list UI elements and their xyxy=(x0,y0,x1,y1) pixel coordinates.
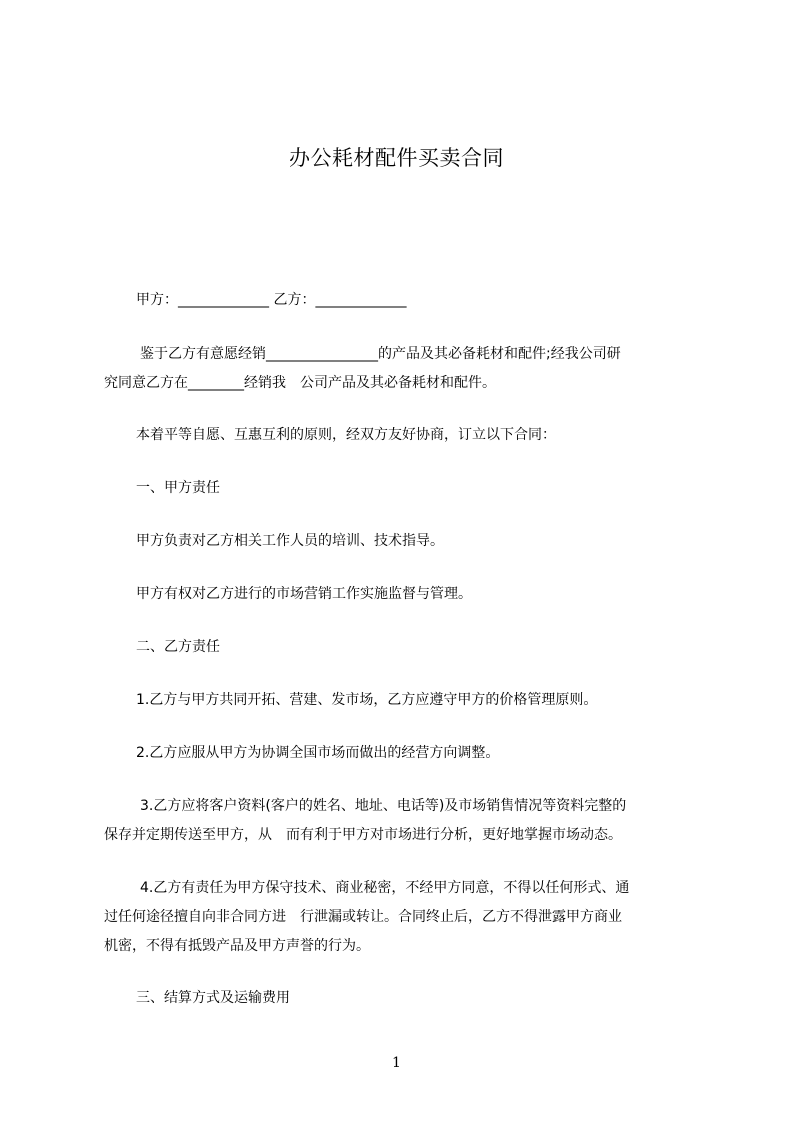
section-3-heading: 三、结算方式及运输费用 xyxy=(136,990,290,1006)
parties-line: 甲方：_____________ 乙方：_____________ xyxy=(136,292,407,308)
section-2-item-4-line-1: 4.乙方有责任为甲方保守技术、商业秘密，不经甲方同意，不得以任何形式、通 xyxy=(126,880,630,896)
section-1-item-2: 甲方有权对乙方进行的市场营销工作实施监督与管理。 xyxy=(136,586,472,602)
section-2-heading: 二、乙方责任 xyxy=(136,639,220,655)
section-1-heading: 一、甲方责任 xyxy=(136,480,220,496)
section-2-item-4-line-2: 过任何途径擅自向非合同方进 行泄漏或转让。合同终止后，乙方不得泄露甲方商业 xyxy=(104,909,622,925)
preamble-line-1: 鉴于乙方有意愿经销________________的产品及其必备耗材和配件;经我公司研 xyxy=(126,346,621,362)
section-2-item-2: 2.乙方应服从甲方为协调全国市场而做出的经营方向调整。 xyxy=(136,745,500,761)
principle-paragraph: 本着平等自愿、互惠互利的原则，经双方友好协商，订立以下合同： xyxy=(136,427,556,443)
preamble-line-2: 究同意乙方在________经销我 公司产品及其必备耗材和配件。 xyxy=(104,375,496,391)
section-2-item-4-line-3: 机密，不得有抵毁产品及甲方声誉的行为。 xyxy=(104,938,370,954)
section-2-item-3-line-2: 保存并定期传送至甲方，从 而有利于甲方对市场进行分析，更好地掌握市场动态。 xyxy=(104,827,622,843)
document-title: 办公耗材配件买卖合同 xyxy=(289,146,504,170)
page-number: 1 xyxy=(392,1055,401,1071)
section-2-item-1: 1.乙方与甲方共同开拓、营建、发市场，乙方应遵守甲方的价格管理原则。 xyxy=(136,692,598,708)
section-1-item-1: 甲方负责对乙方相关工作人员的培训、技术指导。 xyxy=(136,533,444,549)
section-2-item-3-line-1: 3.乙方应将客户资料(客户的姓名、地址、电话等)及市场销售情况等资料完整的 xyxy=(126,798,627,814)
